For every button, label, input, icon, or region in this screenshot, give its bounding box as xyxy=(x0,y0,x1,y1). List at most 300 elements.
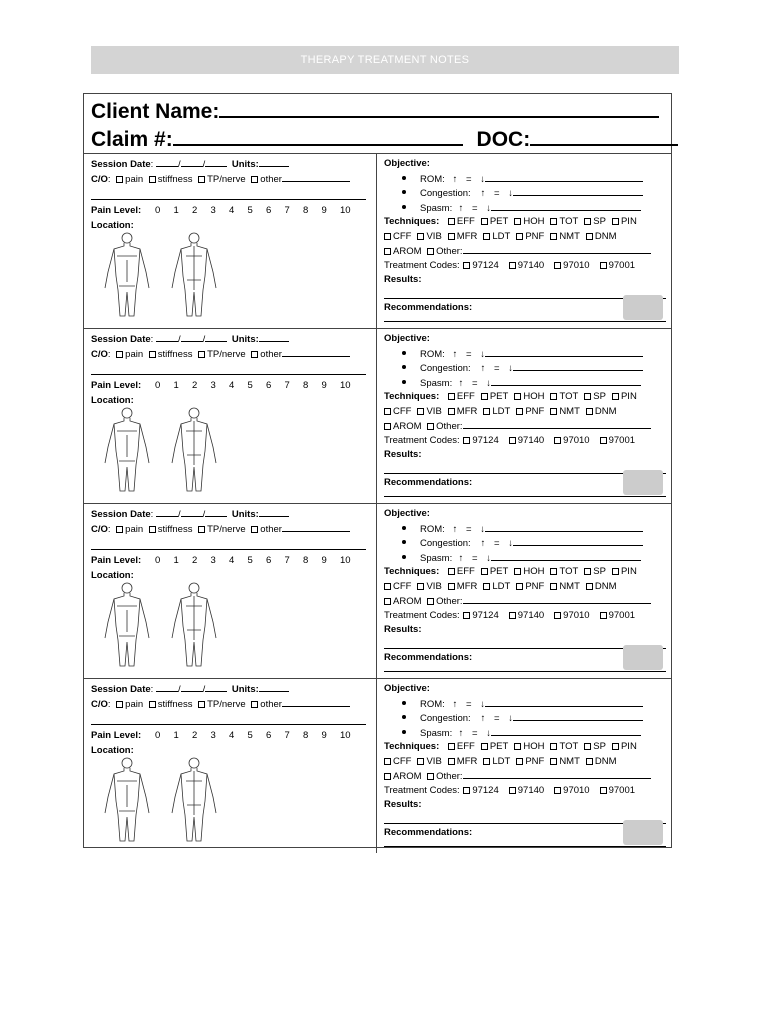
up-arrow-icon: ↑ xyxy=(458,377,464,389)
pain-level-option[interactable]: 1 xyxy=(173,730,179,741)
technique-label: EFF xyxy=(456,566,475,577)
treatment-code-checkbox[interactable] xyxy=(509,437,516,444)
technique-checkbox[interactable] xyxy=(586,583,593,590)
up-arrow-icon: ↑ xyxy=(452,348,458,360)
co-other-field[interactable] xyxy=(282,347,350,357)
pain-level-option[interactable]: 8 xyxy=(303,205,309,216)
pain-level-option[interactable]: 10 xyxy=(340,555,351,566)
pain-level-option[interactable]: 4 xyxy=(229,555,235,566)
treatment-code-label: 97124 xyxy=(472,609,499,621)
bullet-icon xyxy=(402,351,406,355)
treatment-code-label: 97140 xyxy=(517,784,545,796)
co-continuation-line[interactable] xyxy=(91,187,366,200)
pain-level-option[interactable]: 10 xyxy=(340,380,351,391)
pain-level-option[interactable]: 6 xyxy=(266,205,272,216)
location-label: Location: xyxy=(91,394,134,406)
pain-level-option[interactable]: 6 xyxy=(266,730,272,741)
co-other-field[interactable] xyxy=(282,697,350,707)
pain-level-option[interactable]: 2 xyxy=(192,555,198,566)
up-arrow-icon: ↑ xyxy=(480,363,486,374)
technique-checkbox[interactable] xyxy=(516,758,523,765)
claim-field[interactable] xyxy=(173,124,463,146)
arom-checkbox[interactable] xyxy=(384,423,391,430)
treatment-code-checkbox[interactable] xyxy=(600,262,607,269)
other-technique-field[interactable] xyxy=(463,419,651,429)
other-technique-field[interactable] xyxy=(463,244,651,254)
technique-checkbox[interactable] xyxy=(384,758,391,765)
technique-checkbox[interactable] xyxy=(448,743,455,750)
pain-level-row xyxy=(91,554,369,569)
pain-level-label: Pain Level: xyxy=(91,380,142,391)
pain-level-option[interactable]: 2 xyxy=(192,205,198,216)
treatment-code-checkbox[interactable] xyxy=(554,787,561,794)
recommendations-button[interactable] xyxy=(623,470,663,495)
results-label: Results: xyxy=(384,799,422,810)
technique-checkbox[interactable] xyxy=(448,583,455,590)
pain-level-option[interactable]: 5 xyxy=(247,555,253,566)
pain-level-option[interactable]: 8 xyxy=(303,730,309,741)
technique-checkbox[interactable] xyxy=(417,758,424,765)
session-day-field[interactable] xyxy=(181,682,203,692)
spasm-label: Spasm: xyxy=(420,727,453,739)
co-continuation-line[interactable] xyxy=(91,537,366,550)
units-field[interactable] xyxy=(259,157,289,167)
treatment-code-checkbox[interactable] xyxy=(509,787,516,794)
technique-checkbox[interactable] xyxy=(516,233,523,240)
technique-checkbox[interactable] xyxy=(550,233,557,240)
recommendations-label: Recommendations: xyxy=(384,301,473,313)
session-left-panel: Session Date: / / Units: C/O: pain stiffness TP/nerve other Pain Level: 0 1 2 3 4 5 6 7 8 9 10 Location: xyxy=(84,154,377,328)
pain-level-option[interactable]: 4 xyxy=(229,380,235,391)
body-diagram-icon[interactable] xyxy=(92,405,232,495)
technique-checkbox[interactable] xyxy=(514,743,521,750)
treatment-code-label: 97010 xyxy=(563,259,590,271)
body-diagram-icon[interactable] xyxy=(92,580,232,670)
session-month-field[interactable] xyxy=(156,507,178,517)
treatment-code-checkbox[interactable] xyxy=(554,262,561,269)
pain-level-option[interactable]: 10 xyxy=(340,205,351,216)
arom-label: AROM xyxy=(393,421,422,432)
other-technique-checkbox[interactable] xyxy=(427,598,434,605)
pain-level-option[interactable]: 7 xyxy=(284,730,290,741)
pain-level-option[interactable]: 9 xyxy=(321,380,327,391)
session-month-field[interactable] xyxy=(156,682,178,692)
technique-checkbox[interactable] xyxy=(584,743,591,750)
body-diagram-icon[interactable] xyxy=(92,755,232,845)
treatment-code-checkbox[interactable] xyxy=(509,262,516,269)
session-date-label: Session Date xyxy=(91,684,151,695)
co-tp-checkbox[interactable] xyxy=(198,701,205,708)
session-block xyxy=(84,679,671,853)
down-arrow-icon: ↓ xyxy=(480,348,485,360)
session-year-field[interactable] xyxy=(205,682,227,692)
other-technique-label: Other: xyxy=(436,246,463,257)
units-field[interactable] xyxy=(259,682,289,692)
congestion-field[interactable] xyxy=(513,361,643,371)
technique-label: PET xyxy=(489,741,509,752)
technique-checkbox[interactable] xyxy=(612,743,619,750)
rom-field[interactable] xyxy=(485,347,643,357)
pain-level-option[interactable]: 9 xyxy=(321,205,327,216)
technique-label: TOT xyxy=(559,391,579,402)
pain-level-row xyxy=(91,204,369,219)
other-technique-checkbox[interactable] xyxy=(427,773,434,780)
pain-level-option[interactable]: 5 xyxy=(247,380,253,391)
units-label: Units: xyxy=(231,159,259,170)
technique-checkbox[interactable] xyxy=(384,583,391,590)
rom-label: ROM: xyxy=(420,348,445,360)
congestion-label: Congestion: xyxy=(420,188,471,199)
co-other-field[interactable] xyxy=(282,172,350,182)
co-continuation-line[interactable] xyxy=(91,362,366,375)
spasm-field[interactable] xyxy=(491,551,641,561)
form-banner: THERAPY TREATMENT NOTES xyxy=(91,46,679,74)
congestion-row xyxy=(384,186,664,201)
pain-level-option[interactable]: 9 xyxy=(321,730,327,741)
arom-label: AROM xyxy=(393,771,422,782)
pain-level-option[interactable]: 5 xyxy=(247,730,253,741)
units-label: Units: xyxy=(231,684,259,695)
bullet-icon xyxy=(402,176,406,180)
pain-level-option[interactable]: 8 xyxy=(303,555,309,566)
co-pain-checkbox[interactable] xyxy=(116,351,123,358)
co-label: C/O xyxy=(91,173,108,185)
results-label: Results: xyxy=(384,274,422,285)
technique-checkbox[interactable] xyxy=(483,233,490,240)
technique-checkbox[interactable] xyxy=(448,393,455,400)
techniques-row-1 xyxy=(384,390,664,405)
treatment-code-checkbox[interactable] xyxy=(600,612,607,619)
co-tp-checkbox[interactable] xyxy=(198,351,205,358)
equals-sign: = xyxy=(472,202,478,214)
down-arrow-icon: ↓ xyxy=(508,713,513,724)
technique-checkbox[interactable] xyxy=(448,758,455,765)
client-name-field[interactable] xyxy=(219,96,659,118)
technique-label: HOH xyxy=(523,566,545,577)
recommendations-button[interactable] xyxy=(623,645,663,670)
recommendations-button[interactable] xyxy=(623,820,663,845)
technique-checkbox[interactable] xyxy=(514,218,521,225)
rom-field[interactable] xyxy=(485,172,643,182)
co-pain-checkbox[interactable] xyxy=(116,701,123,708)
congestion-field[interactable] xyxy=(513,186,643,196)
co-other-checkbox[interactable] xyxy=(251,526,258,533)
treatment-codes-row xyxy=(384,259,664,274)
recommendations-label: Recommendations: xyxy=(384,651,473,663)
technique-checkbox[interactable] xyxy=(612,393,619,400)
co-pain-checkbox[interactable] xyxy=(116,526,123,533)
other-technique-checkbox[interactable] xyxy=(427,423,434,430)
co-stiffness-checkbox[interactable] xyxy=(149,526,156,533)
rom-label: ROM: xyxy=(420,523,445,535)
technique-checkbox[interactable] xyxy=(550,583,557,590)
pain-level-option[interactable]: 1 xyxy=(173,205,179,216)
technique-checkbox[interactable] xyxy=(550,218,557,225)
other-technique-label: Other: xyxy=(436,596,463,607)
treatment-code-checkbox[interactable] xyxy=(600,437,607,444)
rom-label: ROM: xyxy=(420,173,445,185)
pain-level-option[interactable]: 10 xyxy=(340,730,351,741)
spasm-field[interactable] xyxy=(491,726,641,736)
congestion-row xyxy=(384,361,664,376)
equals-sign: = xyxy=(466,348,472,360)
technique-checkbox[interactable] xyxy=(483,758,490,765)
sessions-container xyxy=(84,154,671,853)
technique-checkbox[interactable] xyxy=(514,393,521,400)
congestion-row xyxy=(384,536,664,551)
arom-checkbox[interactable] xyxy=(384,598,391,605)
session-day-field[interactable] xyxy=(181,157,203,167)
treatment-codes-row xyxy=(384,434,664,449)
session-block xyxy=(84,329,671,504)
technique-checkbox[interactable] xyxy=(384,233,391,240)
session-year-field[interactable] xyxy=(205,507,227,517)
body-diagram-icon[interactable] xyxy=(92,230,232,320)
pain-level-option[interactable]: 4 xyxy=(229,205,235,216)
pain-level-option[interactable]: 3 xyxy=(210,555,216,566)
up-arrow-icon: ↑ xyxy=(458,727,464,739)
technique-label: PNF xyxy=(525,580,545,592)
pain-level-option[interactable]: 7 xyxy=(284,555,290,566)
doc-field[interactable] xyxy=(530,124,678,146)
co-other-checkbox[interactable] xyxy=(251,176,258,183)
down-arrow-icon: ↓ xyxy=(486,377,491,389)
date-separator: / xyxy=(202,334,206,345)
session-month-field[interactable] xyxy=(156,332,178,342)
equals-sign: = xyxy=(494,713,500,724)
pain-level-option[interactable]: 0 xyxy=(155,380,161,391)
recommendations-button[interactable] xyxy=(623,295,663,320)
technique-label: PNF xyxy=(525,405,545,417)
co-tp-label: TP/nerve xyxy=(207,698,246,710)
bullet-icon xyxy=(402,205,406,209)
date-separator: / xyxy=(177,684,181,695)
pain-level-label: Pain Level: xyxy=(91,555,142,566)
session-right-panel xyxy=(377,679,671,853)
down-arrow-icon: ↓ xyxy=(480,173,485,185)
technique-label: PIN xyxy=(620,391,637,402)
technique-checkbox[interactable] xyxy=(481,743,488,750)
pain-level-option[interactable]: 2 xyxy=(192,380,198,391)
other-technique-field[interactable] xyxy=(463,769,651,779)
co-other-checkbox[interactable] xyxy=(251,701,258,708)
pain-level-option[interactable]: 8 xyxy=(303,380,309,391)
session-year-field[interactable] xyxy=(205,157,227,167)
techniques-label: Techniques: xyxy=(384,391,440,402)
technique-label: TOT xyxy=(559,216,579,227)
technique-label: PNF xyxy=(525,755,545,767)
technique-label: PET xyxy=(489,566,509,577)
technique-checkbox[interactable] xyxy=(550,758,557,765)
pain-level-option[interactable]: 0 xyxy=(155,730,161,741)
technique-checkbox[interactable] xyxy=(584,568,591,575)
rom-field[interactable] xyxy=(485,697,643,707)
treatment-codes-row xyxy=(384,609,664,624)
co-other-field[interactable] xyxy=(282,522,350,532)
pain-level-option[interactable]: 5 xyxy=(247,205,253,216)
technique-label: PET xyxy=(489,391,509,402)
pain-level-option[interactable]: 4 xyxy=(229,730,235,741)
session-right-panel xyxy=(377,504,671,678)
spasm-row xyxy=(384,201,664,216)
objective-label: Objective: xyxy=(384,508,430,519)
technique-label: LDT xyxy=(492,230,511,242)
session-day-field[interactable] xyxy=(181,507,203,517)
technique-checkbox[interactable] xyxy=(514,568,521,575)
pain-level-option[interactable]: 6 xyxy=(266,555,272,566)
bullet-icon xyxy=(402,701,406,705)
equals-sign: = xyxy=(494,538,500,549)
up-arrow-icon: ↑ xyxy=(452,173,458,185)
technique-checkbox[interactable] xyxy=(481,393,488,400)
treatment-code-checkbox[interactable] xyxy=(554,437,561,444)
technique-checkbox[interactable] xyxy=(550,393,557,400)
pain-level-option[interactable]: 9 xyxy=(321,555,327,566)
bullet-icon xyxy=(402,555,406,559)
treatment-code-checkbox[interactable] xyxy=(463,262,470,269)
technique-checkbox[interactable] xyxy=(586,233,593,240)
congestion-field[interactable] xyxy=(513,536,643,546)
spasm-field[interactable] xyxy=(491,376,641,386)
pain-level-option[interactable]: 1 xyxy=(173,555,179,566)
technique-label: CFF xyxy=(393,755,412,767)
co-pain-checkbox[interactable] xyxy=(116,176,123,183)
pain-level-option[interactable]: 3 xyxy=(210,205,216,216)
up-arrow-icon: ↑ xyxy=(480,538,486,549)
co-stiffness-checkbox[interactable] xyxy=(149,701,156,708)
treatment-code-checkbox[interactable] xyxy=(463,612,470,619)
techniques-row-2 xyxy=(384,230,664,245)
technique-checkbox[interactable] xyxy=(586,758,593,765)
co-tp-checkbox[interactable] xyxy=(198,526,205,533)
technique-checkbox[interactable] xyxy=(586,408,593,415)
pain-level-option[interactable]: 3 xyxy=(210,730,216,741)
technique-checkbox[interactable] xyxy=(448,218,455,225)
technique-checkbox[interactable] xyxy=(481,568,488,575)
down-arrow-icon: ↓ xyxy=(508,363,513,374)
spasm-field[interactable] xyxy=(491,201,641,211)
co-other-checkbox[interactable] xyxy=(251,351,258,358)
technique-checkbox[interactable] xyxy=(584,393,591,400)
arom-row xyxy=(384,594,664,609)
treatment-code-checkbox[interactable] xyxy=(600,787,607,794)
co-tp-label: TP/nerve xyxy=(207,173,246,185)
technique-checkbox[interactable] xyxy=(481,218,488,225)
technique-checkbox[interactable] xyxy=(483,408,490,415)
technique-checkbox[interactable] xyxy=(417,583,424,590)
co-other-label: other xyxy=(260,698,282,710)
session-month-field[interactable] xyxy=(156,157,178,167)
technique-checkbox[interactable] xyxy=(384,408,391,415)
recommendations-label: Recommendations: xyxy=(384,826,473,838)
technique-checkbox[interactable] xyxy=(550,568,557,575)
technique-label: LDT xyxy=(492,580,511,592)
technique-checkbox[interactable] xyxy=(550,408,557,415)
technique-checkbox[interactable] xyxy=(516,583,523,590)
bullet-icon xyxy=(402,526,406,530)
technique-checkbox[interactable] xyxy=(448,568,455,575)
co-tp-checkbox[interactable] xyxy=(198,176,205,183)
arom-checkbox[interactable] xyxy=(384,773,391,780)
technique-checkbox[interactable] xyxy=(550,743,557,750)
treatment-code-checkbox[interactable] xyxy=(509,612,516,619)
pain-level-row xyxy=(91,729,369,744)
technique-checkbox[interactable] xyxy=(448,233,455,240)
technique-label: LDT xyxy=(492,405,511,417)
congestion-label: Congestion: xyxy=(420,538,471,549)
session-year-field[interactable] xyxy=(205,332,227,342)
co-continuation-line[interactable] xyxy=(91,712,366,725)
pain-level-option[interactable]: 0 xyxy=(155,555,161,566)
session-day-field[interactable] xyxy=(181,332,203,342)
other-technique-checkbox[interactable] xyxy=(427,248,434,255)
technique-checkbox[interactable] xyxy=(612,218,619,225)
bullet-icon xyxy=(402,730,406,734)
pain-level-option[interactable]: 6 xyxy=(266,380,272,391)
treatment-code-label: 97010 xyxy=(563,784,590,796)
technique-label: HOH xyxy=(523,391,545,402)
co-stiffness-checkbox[interactable] xyxy=(149,176,156,183)
technique-checkbox[interactable] xyxy=(584,218,591,225)
pain-level-option[interactable]: 0 xyxy=(155,205,161,216)
up-arrow-icon: ↑ xyxy=(480,713,486,724)
technique-checkbox[interactable] xyxy=(448,408,455,415)
units-field[interactable] xyxy=(259,507,289,517)
pain-level-option[interactable]: 7 xyxy=(284,205,290,216)
co-tp-label: TP/nerve xyxy=(207,348,246,360)
techniques-row-2 xyxy=(384,580,664,595)
co-stiffness-checkbox[interactable] xyxy=(149,351,156,358)
technique-label: SP xyxy=(593,741,606,752)
arom-label: AROM xyxy=(393,246,422,257)
congestion-field[interactable] xyxy=(513,711,643,721)
down-arrow-icon: ↓ xyxy=(480,698,485,710)
treatment-codes-label: Treatment Codes: xyxy=(384,784,460,796)
technique-checkbox[interactable] xyxy=(417,408,424,415)
session-right-panel xyxy=(377,329,671,503)
technique-checkbox[interactable] xyxy=(483,583,490,590)
rom-row xyxy=(384,522,664,537)
treatment-code-label: 97010 xyxy=(563,609,590,621)
pain-level-option[interactable]: 2 xyxy=(192,730,198,741)
technique-label: HOH xyxy=(523,216,545,227)
date-separator: / xyxy=(202,159,206,170)
arom-checkbox[interactable] xyxy=(384,248,391,255)
treatment-code-label: 97140 xyxy=(517,434,545,446)
up-arrow-icon: ↑ xyxy=(458,202,464,214)
pain-level-option[interactable]: 7 xyxy=(284,380,290,391)
pain-level-option[interactable]: 1 xyxy=(173,380,179,391)
equals-sign: = xyxy=(466,173,472,185)
treatment-code-checkbox[interactable] xyxy=(554,612,561,619)
treatment-code-checkbox[interactable] xyxy=(463,787,470,794)
other-technique-label: Other: xyxy=(436,421,463,432)
pain-level-label: Pain Level: xyxy=(91,730,142,741)
technique-checkbox[interactable] xyxy=(516,408,523,415)
claim-label: Claim #: xyxy=(91,128,173,151)
co-pain-label: pain xyxy=(125,173,144,185)
other-technique-field[interactable] xyxy=(463,594,651,604)
rom-field[interactable] xyxy=(485,522,643,532)
techniques-row-1 xyxy=(384,565,664,580)
technique-checkbox[interactable] xyxy=(417,233,424,240)
technique-label: CFF xyxy=(393,230,412,242)
units-field[interactable] xyxy=(259,332,289,342)
technique-checkbox[interactable] xyxy=(612,568,619,575)
treatment-code-checkbox[interactable] xyxy=(463,437,470,444)
up-arrow-icon: ↑ xyxy=(480,188,486,199)
pain-level-option[interactable]: 3 xyxy=(210,380,216,391)
